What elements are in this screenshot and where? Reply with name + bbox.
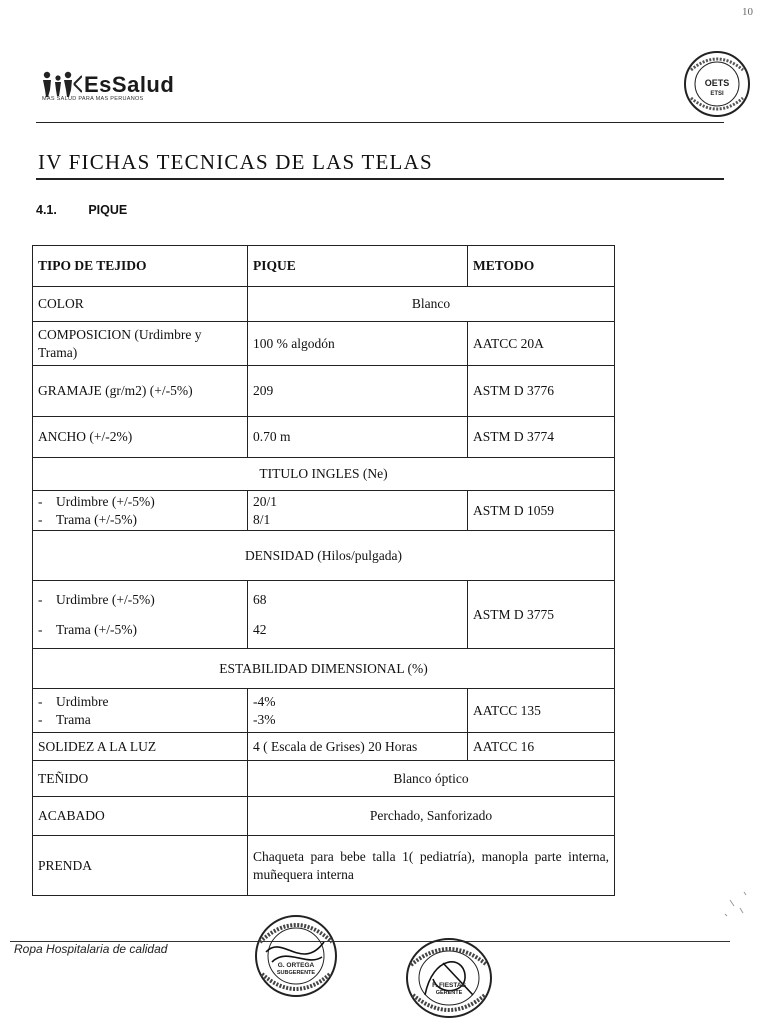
urdimbre-label: Urdimbre	[56, 694, 109, 710]
trama-value: 42	[253, 621, 267, 637]
table-header-row	[33, 246, 615, 287]
table-section-titulo	[33, 458, 615, 491]
row-value	[248, 689, 468, 733]
row-value: 4 ( Escala de Grises) 20 Horas	[248, 733, 468, 761]
section-cell: DENSIDAD (Hilos/pulgada)	[33, 531, 615, 581]
urdimbre-label: Urdimbre (+/-5%)	[56, 494, 155, 509]
section-title: IV FICHAS TECNICAS DE LAS TELAS	[38, 150, 433, 174]
urdimbre-value: 20/1	[253, 494, 278, 509]
row-method: ASTM D 3774	[468, 417, 615, 458]
family-figures-icon	[40, 70, 82, 98]
row-method: ASTM D 3775	[468, 581, 615, 649]
row-label: - Urdimbre - Trama	[33, 689, 248, 733]
footer-text: Ropa Hospitalaria de calidad	[14, 942, 168, 956]
trama-label: Trama (+/-5%)	[56, 621, 137, 637]
row-label: GRAMAJE (gr/m2) (+/-5%)	[33, 366, 248, 417]
trama-label: Trama	[56, 711, 91, 727]
section-cell: ESTABILIDAD DIMENSIONAL (%)	[33, 649, 615, 689]
row-method: AATCC 135	[468, 689, 615, 733]
row-label: SOLIDEZ A LA LUZ	[33, 733, 248, 761]
logo-wordmark: EsSalud	[84, 72, 175, 97]
stamp-label: OETS	[704, 78, 730, 88]
row-label: TEÑIDO	[33, 761, 248, 797]
stamp-role: SUBGERENTE	[276, 970, 316, 976]
row-value: 209	[248, 366, 468, 417]
trama-value: 8/1	[253, 511, 271, 527]
stamp-sublabel: ETSI	[710, 91, 724, 97]
row-method: ASTM D 1059	[468, 491, 615, 531]
table-row-ancho	[33, 417, 615, 458]
section-cell: TITULO INGLES (Ne)	[33, 458, 615, 491]
row-label: ANCHO (+/-2%)	[33, 417, 248, 458]
table-row-tenido	[33, 761, 615, 797]
urdimbre-value: 68	[253, 592, 267, 608]
table-row-color	[33, 287, 615, 322]
subsection-number: 4.1.	[36, 203, 57, 217]
section-title-underline	[36, 178, 724, 180]
row-method: AATCC 20A	[468, 322, 615, 366]
row-method: ASTM D 3776	[468, 366, 615, 417]
row-label: ACABADO	[33, 797, 248, 836]
header-rule	[36, 122, 724, 123]
trama-label: Trama (+/-5%)	[56, 511, 137, 527]
row-label: PRENDA	[33, 836, 248, 896]
trama-value: -3%	[253, 711, 276, 727]
row-value	[248, 491, 468, 531]
table-row-composicion	[33, 322, 615, 366]
table-row-prenda	[33, 836, 615, 896]
table-row-gramaje	[33, 366, 615, 417]
row-label: COMPOSICION (Urdimbre y Trama)	[33, 322, 248, 366]
row-value: 100 % algodón	[248, 322, 468, 366]
row-value: Blanco	[248, 287, 615, 322]
header-cell: METODO	[468, 246, 615, 287]
row-label: - Urdimbre (+/-5%) - Trama (+/-5%)	[33, 581, 248, 649]
urdimbre-label: Urdimbre (+/-5%)	[56, 592, 155, 608]
header-cell: PIQUE	[248, 246, 468, 287]
essalud-logo	[40, 70, 240, 110]
fabric-spec-table	[32, 245, 615, 896]
row-value: Blanco óptico	[248, 761, 615, 797]
row-label: COLOR	[33, 287, 248, 322]
page-number: 10	[742, 6, 753, 18]
row-value: Perchado, Sanforizado	[248, 797, 615, 836]
oets-seal-icon	[683, 50, 751, 118]
subsection-heading	[36, 203, 127, 217]
row-value: Chaqueta para bebe talla 1( pediatría), manopla parte interna, muñequera interna	[248, 836, 615, 896]
stamp-name: G. ORTEGA	[277, 962, 315, 969]
urdimbre-value: -4%	[253, 694, 276, 710]
table-section-estabilidad	[33, 649, 615, 689]
table-row-acabado	[33, 797, 615, 836]
table-row-solidez	[33, 733, 615, 761]
stamp-role: GERENTE	[435, 990, 463, 996]
stamp-name: F. FIESTAS	[432, 982, 466, 989]
table-row-densidad-values	[33, 581, 615, 649]
subsection-title: PIQUE	[88, 203, 128, 217]
table-row-titulo-values	[33, 491, 615, 531]
row-value	[248, 581, 468, 649]
row-method: AATCC 16	[468, 733, 615, 761]
row-value: 0.70 m	[248, 417, 468, 458]
signature-stamp-icon	[252, 912, 340, 1000]
row-label: - Urdimbre (+/-5%) - Trama (+/-5%)	[33, 491, 248, 531]
scan-marks	[700, 880, 760, 940]
logo-tagline: MAS SALUD PARA MAS PERUANOS	[42, 96, 144, 102]
signature-stamp-icon	[403, 935, 495, 1021]
table-row-estabilidad-values	[33, 689, 615, 733]
header-cell: TIPO DE TEJIDO	[33, 246, 248, 287]
table-section-densidad	[33, 531, 615, 581]
